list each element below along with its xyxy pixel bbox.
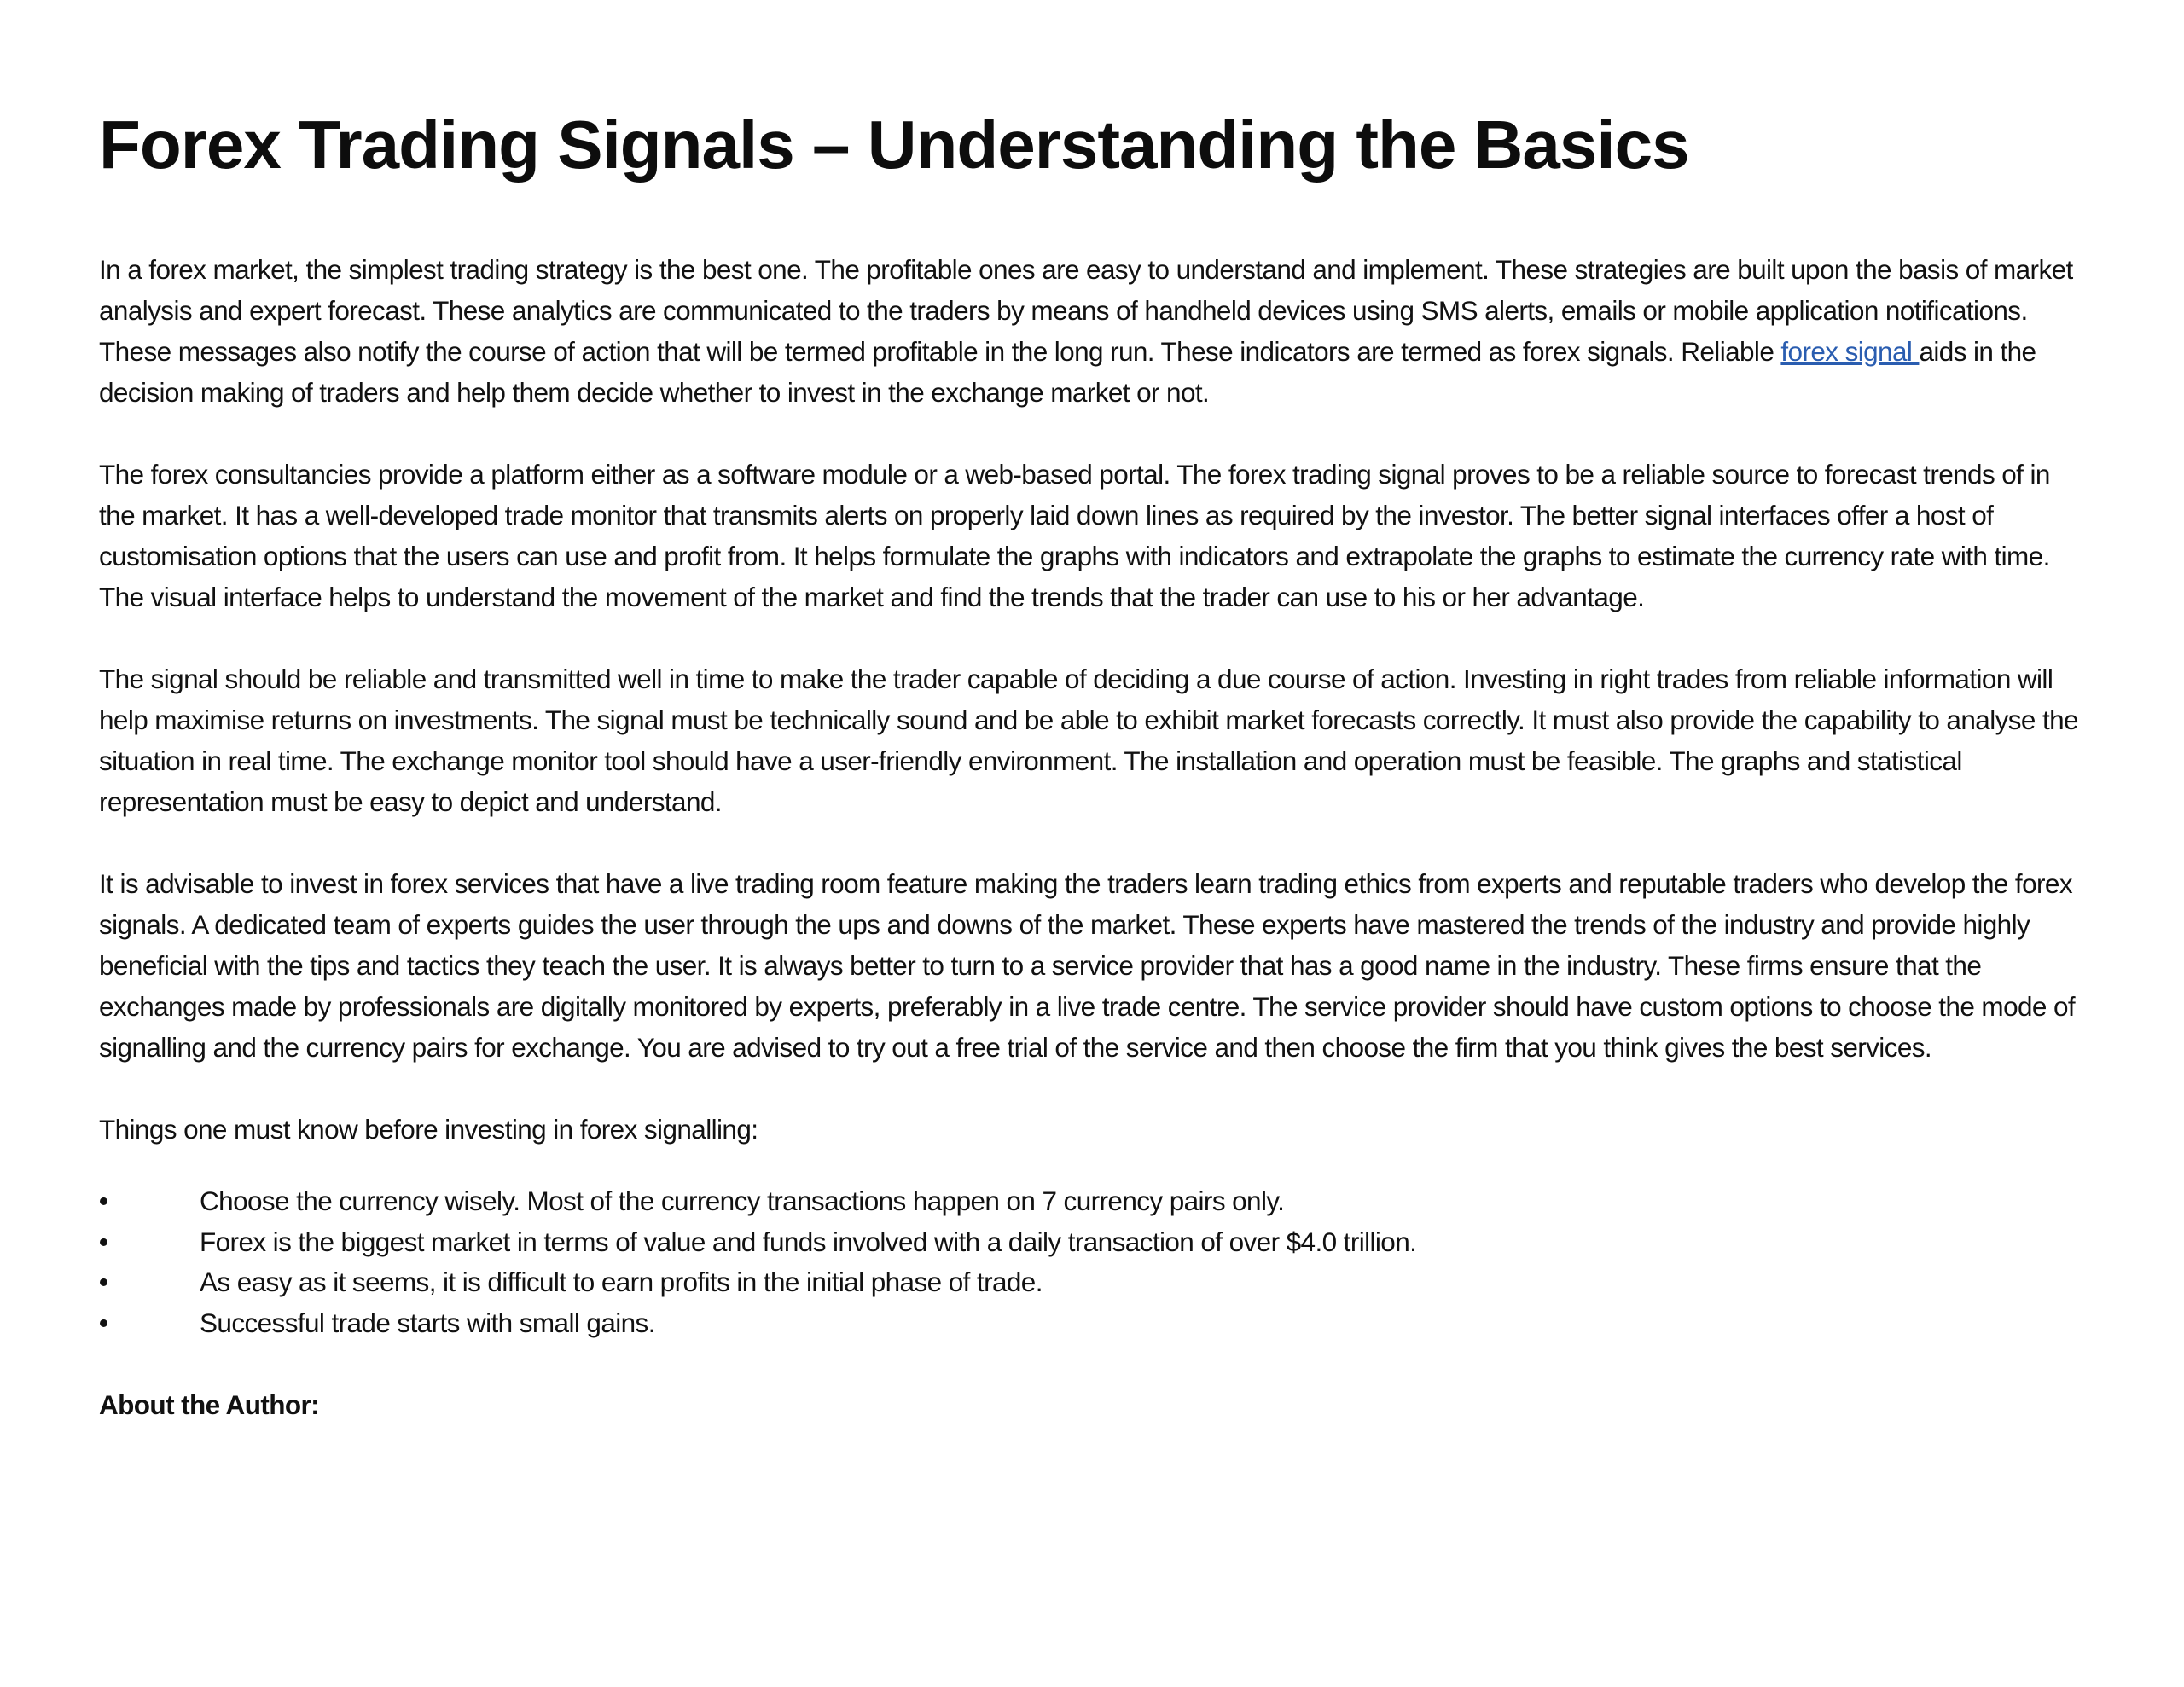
paragraph-intro	[99, 249, 2086, 413]
list-intro: Things one must know before investing in forex signalling:	[99, 1114, 758, 1145]
list-item	[99, 1262, 2086, 1303]
forex-signal-link[interactable]: forex signal	[1780, 336, 1920, 367]
list-item	[99, 1181, 2086, 1222]
paragraph-live-trading-room: It is advisable to invest in forex services that have a live trading room feature making the traders learn trading ethics from experts and reputable traders who develop the forex signals. A dedicated team of experts guides the user through the ups and downs of the market. These experts have mastered the trends of the industry and provide highly beneficial with the tips and tactics they teach the user. It is always better to turn to a service provider that has a good name in the industry. These firms ensure that the exchanges made by professionals are digitally monitored by experts, preferably in a live trade centre. The service provider should have custom options to choose the mode of signalling and the currency pairs for exchange. You are advised to try out a free trial of the service and then choose the firm that you think gives the best services.	[99, 868, 2076, 1063]
paragraph-intro-text-start: In a forex market, the simplest trading strategy is the best one. The profitable ones are easy to understand and implement. These strategies are built upon the basis of market analysis and expert forecast. These analytics are communicated to the traders by means of handheld devices using SMS alerts, emails or mobile application notifications. These messages also notify the course of action that will be termed profitable in the long run. These indicators are termed as forex signals. Reliable	[99, 254, 2073, 367]
list-item	[99, 1222, 2086, 1263]
bullet-icon: •	[99, 1307, 108, 1338]
bullet-icon: •	[99, 1267, 108, 1297]
bullet-icon: •	[99, 1186, 108, 1216]
paragraph-consultancies: The forex consultancies provide a platform either as a software module or a web-based portal. The forex trading signal proves to be a reliable source to forecast trends of in the market. It has a well-developed trade monitor that transmits alerts on properly laid down lines as required by the investor. The better signal interfaces offer a host of customisation options that the users can use and profit from. It helps formulate the graphs with indicators and extrapolate the graphs to estimate the currency rate with time. The visual interface helps to understand the movement of the market and find the trends that the trader can use to his or her advantage.	[99, 459, 2050, 612]
list-item-text: Choose the currency wisely. Most of the currency transactions happen on 7 currency pairs only.	[200, 1186, 1285, 1216]
tips-list	[99, 1181, 2086, 1343]
list-item-text: Successful trade starts with small gains.	[200, 1307, 655, 1338]
list-item-text: Forex is the biggest market in terms of value and funds involved with a daily transaction of over $4.0 trillion.	[200, 1226, 1417, 1257]
page-title: Forex Trading Signals – Understanding the Basics	[99, 107, 1689, 183]
article-body	[99, 249, 2086, 1425]
list-item	[99, 1303, 2086, 1344]
about-author-heading: About the Author:	[99, 1389, 320, 1420]
paragraph-intro-text-end: aids in the decision making of traders and help them decide whether to invest in the exchange market or not.	[99, 336, 2036, 408]
list-item-text: As easy as it seems, it is difficult to earn profits in the initial phase of trade.	[200, 1267, 1043, 1297]
bullet-icon: •	[99, 1226, 108, 1257]
paragraph-signal-reliability: The signal should be reliable and transmitted well in time to make the trader capable of deciding a due course of action. Investing in right trades from reliable information will help maximise returns on investments. The signal must be technically sound and be able to exhibit market forecasts correctly. It must also provide the capability to analyse the situation in real time. The exchange monitor tool should have a user-friendly environment. The installation and operation must be feasible. The graphs and statistical representation must be easy to depict and understand.	[99, 664, 2078, 817]
